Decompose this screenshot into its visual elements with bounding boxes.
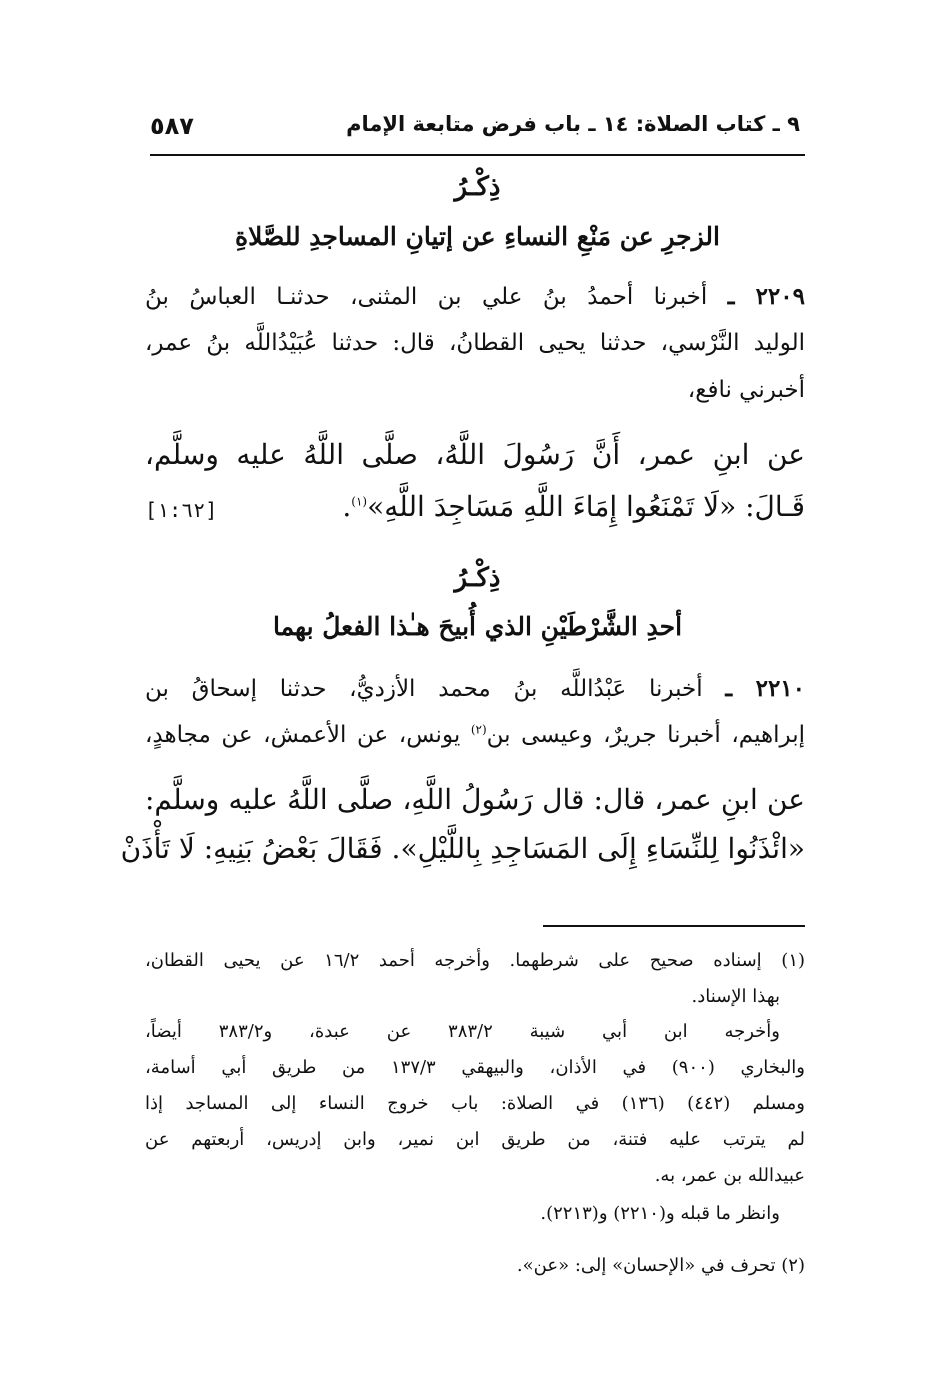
section2-matn-line-2: «ائْذَنُوا لِلنِّسَاءِ إِلَى المَسَاجِدِ بِاللَّيْلِ». فَقَالَ بَعْضُ بَنِيهِ: لَا تَأْذَنْ	[120, 832, 805, 865]
footnote-mark: (١)	[351, 494, 368, 509]
footnote-line: بهذا الإسناد.	[691, 986, 780, 1007]
footnote-mark: (٢)	[470, 722, 487, 737]
cross-reference: [١:٦٢]	[145, 498, 218, 522]
section1-isnad-line-1	[145, 283, 805, 310]
footnote-line: (١) إسناده صحيح على شرطهما. وأخرجه أحمد ١٦/٢ عن يحيى القطان،	[145, 950, 806, 971]
footnote-line: وأخرجه ابن أبي شيبة ٣٨٣/٢ عن عبدة، و٣٨٣/٢ أيضاً،	[145, 1021, 780, 1042]
section2-isnad-line-2	[145, 722, 805, 748]
section1-matn-line-1: عن ابنِ عمر، أَنَّ رَسُولَ اللَّهُ، صلَّى اللَّهُ عليه وسلَّم،	[145, 438, 805, 471]
section1-isnad-line-2: الوليد النَّرْسي، حدثنا يحيى القطانُ، قال: حدثنا عُبَيْدُاللَّه بنُ عمر،	[145, 330, 805, 356]
isnad-text: أخبرنا أحمدُ بنُ علي بن المثنى، حدثنـا العباسُ بنُ	[145, 284, 708, 310]
footnote-line: ومسلم (٤٤٢) (١٣٦) في الصلاة: باب خروج النساء إلى المساجد إذا	[145, 1093, 805, 1114]
isnad-text: يونس، عن الأعمش، عن مجاهدٍ،	[145, 722, 461, 748]
footnote-line: والبخاري (٩٠٠) في الأذان، والبيهقي ١٣٧/٣ من طريق أبي أسامة،	[145, 1057, 805, 1078]
hadith-number: ٢٢٠٩ ـ	[727, 283, 805, 310]
page-number: ٥٨٧	[150, 112, 194, 140]
section2-isnad-line-1	[145, 675, 805, 702]
footnote-line: (٢) تحرف في «الإحسان» إلى: «عن».	[516, 1255, 805, 1276]
section1-dhikr: ذِكْـرُ	[454, 172, 501, 202]
matn-text: قَـالَ: «لَا تَمْنَعُوا إِمَاءَ اللَّهِ مَسَاجِدَ اللَّهِ»	[367, 490, 805, 523]
isnad-text: أخبرنا عَبْدُاللَّه بنُ محمد الأزديُّ، حدثنا إسحاقُ بن	[145, 676, 703, 702]
section2-dhikr: ذِكْـرُ	[454, 563, 501, 593]
section2-title: أحدِ الشَّرْطَيْنِ الذي أُبيحَ هـٰذا الفعلُ بهما	[272, 612, 683, 641]
footnote-line: لم يترتب عليه فتنة، من طريق ابن نمير، وابن إدريس، أربعتهم عن	[145, 1129, 805, 1150]
isnad-text: إبراهيم، أخبرنا جريرٌ، وعيسى بن	[486, 722, 806, 748]
footnote-line: وانظر ما قبله و(٢٢١٠) و(٢٢١٣).	[540, 1203, 780, 1224]
section1-title: الزجرِ عن مَنْعِ النساءِ عن إتيانِ المساجدِ للصَّلاةِ	[235, 222, 720, 251]
header-rule	[150, 154, 805, 156]
section1-isnad-line-3: أخبرني نافع،	[687, 377, 805, 403]
section1-matn-line-2: قَـالَ: «لَا تَمْنَعُوا إِمَاءَ اللَّهِ مَسَاجِدَ اللَّهِ»$^{(١)}$. [١:٦٢]	[145, 490, 805, 523]
section2-matn-line-1: عن ابنِ عمر، قال: قال رَسُولُ اللَّهِ، صلَّى اللَّهُ عليه وسلَّم:	[145, 783, 805, 816]
hadith-number: ٢٢١٠ ـ	[725, 675, 806, 702]
footnote-line: عبيدالله بن عمر، به.	[654, 1165, 805, 1186]
running-header: ٩ ـ كتاب الصلاة: ١٤ ـ باب فرض متابعة الإمام	[346, 112, 800, 136]
footnote-rule	[543, 925, 805, 927]
